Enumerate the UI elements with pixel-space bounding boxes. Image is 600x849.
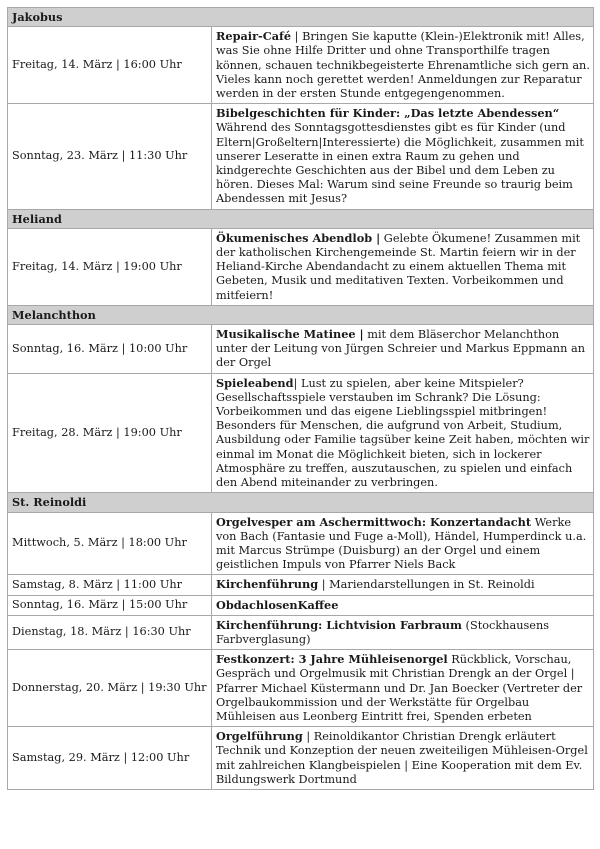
event-text: Rückblick, Vorschau, Gespräch und Orgelmusik mit Christian Drengk an der Orgel | Pfarrer Michael Küstermann und Dr. Jan Boecker (Vertreter der Orgelbaukommission und der Werkstätte für Orgelbau Mühleisen aus Leonberg Eintritt frei, Spenden erbeten: [216, 653, 583, 723]
event-text: Gelebte Ökumene! Zusammen mit der katholischen Kirchengemeinde St. Martin feiern wir in der Heliand-Kirche Abendandacht zu einem aktuellen Thema mit Gebeten, Musik und meditativen Texten. Vorbeikommen und mitfeiern!: [216, 231, 581, 302]
event-description: [212, 228, 594, 305]
event-description: [212, 650, 594, 727]
section-name: Melanchthon: [8, 305, 594, 324]
section-header-melanchthon: [8, 305, 594, 324]
event-title: Kirchenführung: [216, 577, 319, 592]
event-date: Freitag, 28. März | 19:00 Uhr: [8, 373, 212, 493]
event-date: Sonntag, 23. März | 11:30 Uhr: [8, 104, 212, 209]
event-row: [8, 373, 594, 493]
section-header-st-reinoldi: [8, 493, 594, 512]
event-title: Orgelvesper am Aschermittwoch: Konzertandacht: [216, 514, 532, 529]
event-title: Repair-Café: [216, 29, 292, 44]
event-date: Dienstag, 18. März | 16:30 Uhr: [8, 615, 212, 649]
event-description: [212, 575, 594, 595]
event-row: [8, 650, 594, 727]
section-name: Heliand: [8, 209, 594, 228]
event-row: [8, 512, 594, 575]
event-date: Samstag, 8. März | 11:00 Uhr: [8, 575, 212, 595]
event-description: [212, 27, 594, 104]
event-text: | Reinoldikantor Christian Drengk erläutert Technik und Konzeption der neuen zweiteiligen Mühleisen-Orgel mit zahlreichen Klangbeispielen | Eine Kooperation mit dem Ev. Bildungswerk Dortmund: [216, 730, 588, 786]
event-row: [8, 104, 594, 209]
event-title: Kirchenführung: Lichtvision Farbraum: [216, 617, 462, 632]
event-title: ObdachlosenKaffee: [216, 597, 339, 612]
event-date: Freitag, 14. März | 19:00 Uhr: [8, 228, 212, 305]
event-row: [8, 727, 594, 790]
event-text: mit dem Bläserchor Melanchthon unter der Leitung von Jürgen Schreier und Markus Eppmann an der Orgel: [216, 328, 586, 370]
event-row: [8, 575, 594, 595]
event-title: Orgelführung: [216, 729, 303, 744]
section-header-jakobus: [8, 8, 594, 27]
event-row: [8, 325, 594, 374]
event-title: Festkonzert: 3 Jahre Mühleisenorgel: [216, 652, 448, 667]
event-description: [212, 595, 594, 615]
event-text: (Stockhausens Farbverglasung): [216, 618, 550, 646]
event-date: Sonntag, 16. März | 15:00 Uhr: [8, 595, 212, 615]
event-date: Freitag, 14. März | 16:00 Uhr: [8, 27, 212, 104]
event-date: Mittwoch, 5. März | 18:00 Uhr: [8, 512, 212, 575]
event-description: [212, 373, 594, 493]
event-text: | Lust zu spielen, aber keine Mitspieler? Gesellschaftsspiele verstauben im Schrank? Die Lösung: Vorbeikommen und das eigene Lieblingsspiel mitbringen! Besonders für Menschen, die aufgrund von Arbeit, Studium, Ausbildung oder Familie tagsüber keine Zeit haben, möchten wir einmal im Monat die Möglichkeit bieten, sich in lockerer Atmosphäre zu treffen, auszutauschen, zu spielen und einfach den Abend miteinander zu verbringen.: [216, 376, 590, 490]
section-name: Jakobus: [8, 8, 594, 27]
event-row: [8, 615, 594, 649]
event-description: [212, 325, 594, 374]
event-row: [8, 27, 594, 104]
event-text: Während des Sonntagsgottesdienstes gibt es für Kinder (und Eltern|Großeltern|Interessierte) die Möglichkeit, zusammen mit unserer Leseratte in einen extra Raum zu gehen und kindgerechte Geschichten aus der Bibel und dem Leben zu hören. Dieses Mal: Warum sind seine Freunde so traurig beim Abendessen mit Jesus?: [216, 121, 584, 206]
event-description: [212, 104, 594, 209]
event-date: Sonntag, 16. März | 10:00 Uhr: [8, 325, 212, 374]
section-name: St. Reinoldi: [8, 493, 594, 512]
event-text: Werke von Bach (Fantasie und Fuge a-Moll), Händel, Humperdinck u.a. mit Marcus Strümpe (Duisburg) an der Orgel und einem geistlichen Impuls von Pfarrer Niels Back: [216, 515, 587, 572]
event-title: Musikalische Matinee |: [216, 327, 364, 342]
event-text: | Mariendarstellungen in St. Reinoldi: [318, 578, 535, 592]
event-text: | Bringen Sie kaputte (Klein-)Elektronik mit! Alles, was Sie ohne Hilfe Dritter und ohne Transporthilfe tragen können, schauen technikbegeisterte Ehrenamtliche sich gern an. Vieles kann noch gerettet werden! Anmeldungen zur Reparatur werden in der ersten Stunde entgegengenommen.: [216, 30, 590, 101]
event-title: Bibelgeschichten für Kinder: „Das letzte Abendessen“: [216, 106, 560, 121]
event-description: [212, 615, 594, 649]
event-date: Donnerstag, 20. März | 19:30 Uhr: [8, 650, 212, 727]
event-schedule-table: [7, 7, 594, 790]
event-row: [8, 595, 594, 615]
event-date: Samstag, 29. März | 12:00 Uhr: [8, 727, 212, 790]
event-row: [8, 228, 594, 305]
section-header-heliand: [8, 209, 594, 228]
event-title: Ökumenisches Abendlob |: [216, 230, 381, 245]
event-description: [212, 512, 594, 575]
event-title: Spieleabend: [216, 375, 294, 390]
event-description: [212, 727, 594, 790]
